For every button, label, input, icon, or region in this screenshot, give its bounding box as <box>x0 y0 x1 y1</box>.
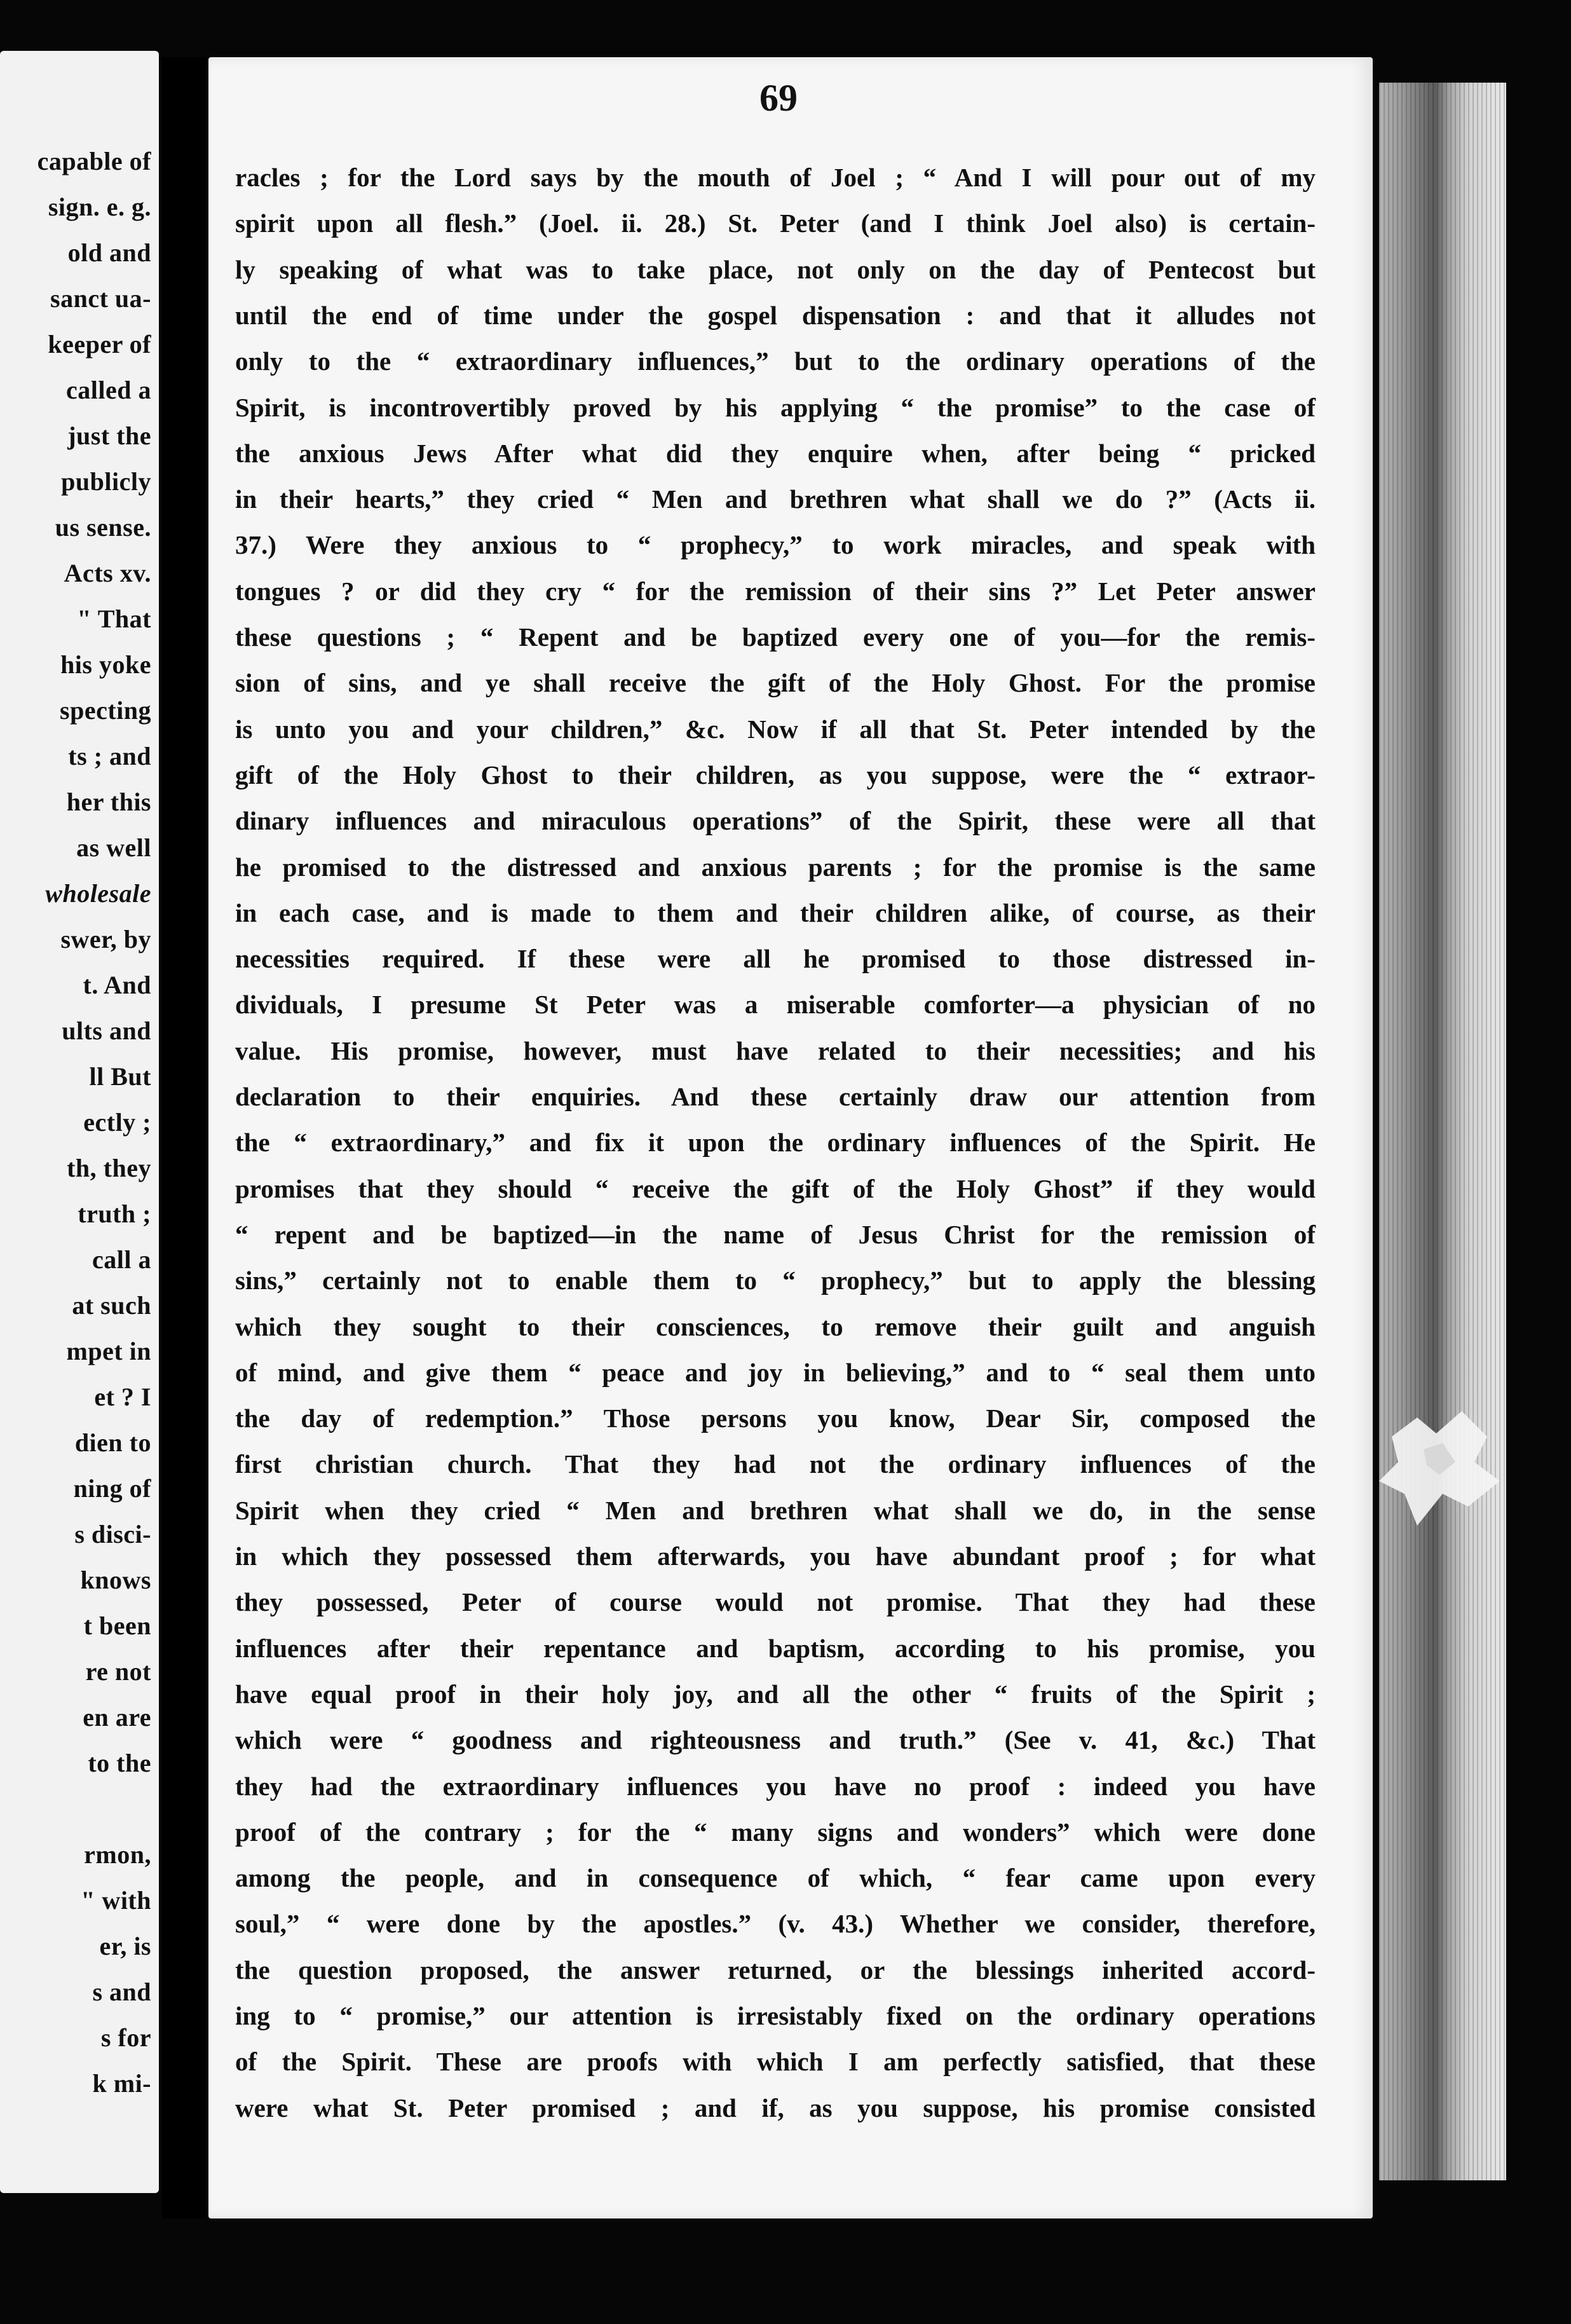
left-page-line: call a <box>92 1245 151 1274</box>
text-line: is unto you and your children,” &c. Now if all that St. Peter intended by the <box>235 714 1316 744</box>
left-page <box>0 51 159 2193</box>
text-line: ly speaking of what was to take place, not only on the day of Pentecost but <box>235 254 1316 284</box>
text-line: ing to “ promise,” our attention is irresistably fixed on the ordinary operations <box>235 2001 1316 2030</box>
text-line: sins,” certainly not to enable them to “ prophecy,” but to apply the blessing <box>235 1266 1316 1295</box>
text-line: necessities required. If these were all he promised to those distressed in- <box>235 944 1316 974</box>
text-line: declaration to their enquiries. And these certainly draw our attention from <box>235 1082 1316 1111</box>
left-page-line: capable of <box>37 147 151 175</box>
text-line: sion of sins, and ye shall receive the gift of the Holy Ghost. For the promise <box>235 668 1316 698</box>
text-line: in each case, and is made to them and their children alike, of course, as their <box>235 898 1316 927</box>
text-line: which they sought to their consciences, to remove their guilt and anguish <box>235 1311 1316 1341</box>
left-page-line: swer, by <box>60 925 151 954</box>
text-line: influences after their repentance and baptism, according to his promise, you <box>235 1633 1316 1663</box>
left-page-line: Acts xv. <box>64 559 151 587</box>
left-page-line: wholesale <box>45 879 151 908</box>
left-page-line: sign. e. g. <box>48 193 151 221</box>
text-line: dinary influences and miraculous operations” of the Spirit, these were all that <box>235 806 1316 836</box>
text-line: dividuals, I presume St Peter was a miserable comforter—a physician of no <box>235 990 1316 1020</box>
left-page-line: us sense. <box>55 513 151 542</box>
text-line: 37.) Were they anxious to “ prophecy,” to work miracles, and speak with <box>235 530 1316 560</box>
text-line: which were “ goodness and righteousness and truth.” (See v. 41, &c.) That <box>235 1725 1316 1755</box>
text-line: until the end of time under the gospel dispensation : and that it alludes not <box>235 300 1316 330</box>
left-page-line: to the <box>88 1749 151 1777</box>
text-line: the “ extraordinary,” and fix it upon the ordinary influences of the Spirit. He <box>235 1128 1316 1158</box>
text-line: soul,” “ were done by the apostles.” (v. 43.) Whether we consider, therefore, <box>235 1909 1316 1939</box>
text-line: in their hearts,” they cried “ Men and brethren what shall we do ?” (Acts ii. <box>235 484 1316 514</box>
page-number: 69 <box>759 77 798 119</box>
left-page-line: s disci- <box>74 1520 151 1548</box>
left-page-line: at such <box>72 1291 151 1320</box>
left-page-line: t been <box>83 1611 151 1640</box>
left-page-line: re not <box>85 1657 151 1686</box>
left-page-line: rmon, <box>84 1840 151 1869</box>
left-page-line: as well <box>76 833 151 862</box>
text-line: these questions ; “ Repent and be baptized every one of you—for the remis- <box>235 622 1316 652</box>
text-line: in which they possessed them afterwards, you have abundant proof ; for what <box>235 1541 1316 1571</box>
left-page-line: ts ; and <box>68 742 151 770</box>
left-page-line: en are <box>83 1703 151 1732</box>
text-line: of mind, and give them “ peace and joy in believing,” and to “ seal them unto <box>235 1357 1316 1387</box>
left-page-line: dien to <box>74 1428 151 1457</box>
text-line: tongues ? or did they cry “ for the remission of their sins ?” Let Peter answer <box>235 576 1316 606</box>
page-edges <box>1379 83 1506 2180</box>
left-page-line: k mi- <box>92 2069 151 2098</box>
left-page-line: th, they <box>67 1154 151 1182</box>
left-page-line: t. And <box>83 971 151 999</box>
text-line: racles ; for the Lord says by the mouth of Joel ; “ And I will pour out of my <box>235 163 1316 192</box>
text-line: the question proposed, the answer returned, or the blessings inherited accord- <box>235 1955 1316 1985</box>
gutter-shadow <box>162 57 207 2218</box>
left-page-line: keeper of <box>48 330 151 359</box>
left-page-line: called a <box>66 376 151 404</box>
left-page-line: her this <box>66 788 151 816</box>
text-line: the anxious Jews After what did they enquire when, after being “ pricked <box>235 438 1316 468</box>
left-page-line: er, is <box>99 1932 151 1960</box>
left-page-line: " That <box>77 605 151 633</box>
text-line: have equal proof in their holy joy, and all the other “ fruits of the Spirit ; <box>235 1679 1316 1709</box>
text-line: only to the “ extraordinary influences,” but to the ordinary operations of the <box>235 346 1316 376</box>
left-page-line: knows <box>80 1566 151 1594</box>
text-line: promises that they should “ receive the gift of the Holy Ghost” if they would <box>235 1173 1316 1203</box>
text-line: gift of the Holy Ghost to their children, as you suppose, were the “ extraor- <box>235 760 1316 789</box>
text-line: among the people, and in consequence of which, “ fear came upon every <box>235 1863 1316 1893</box>
text-line: they possessed, Peter of course would not promise. That they had these <box>235 1587 1316 1617</box>
text-line: the day of redemption.” Those persons you know, Dear Sir, composed the <box>235 1404 1316 1433</box>
left-page-line: mpet in <box>66 1337 151 1365</box>
text-line: were what St. Peter promised ; and if, as you suppose, his promise consisted <box>235 2093 1316 2122</box>
left-page-line: ning of <box>73 1474 151 1503</box>
text-line: Spirit, is incontrovertibly proved by his applying “ the promise” to the case of <box>235 392 1316 422</box>
left-page-line: ults and <box>62 1016 151 1045</box>
left-page-line: et ? I <box>94 1383 151 1411</box>
left-page-line: ll But <box>89 1062 151 1091</box>
left-page-line: s and <box>92 1978 151 2006</box>
left-page-line: s for <box>100 2023 151 2052</box>
text-line: they had the extraordinary influences you have no proof : indeed you have <box>235 1771 1316 1801</box>
text-line: value. His promise, however, must have related to their necessities; and his <box>235 1036 1316 1065</box>
left-page-line: just the <box>67 421 151 450</box>
left-page-line: ectly ; <box>83 1108 151 1137</box>
text-line: Spirit when they cried “ Men and brethren what shall we do, in the sense <box>235 1495 1316 1525</box>
left-page-line: sanct ua- <box>50 284 151 313</box>
paper-damage-mark <box>1366 1398 1513 1545</box>
text-line: spirit upon all flesh.” (Joel. ii. 28.) St. Peter (and I think Joel also) is certain- <box>235 208 1316 238</box>
text-line: “ repent and be baptized—in the name of Jesus Christ for the remission of <box>235 1219 1316 1249</box>
text-line: first christian church. That they had not the ordinary influences of the <box>235 1449 1316 1479</box>
left-page-line: specting <box>60 696 151 725</box>
left-page-line: " with <box>81 1886 151 1915</box>
left-page-line: truth ; <box>78 1200 151 1228</box>
left-page-line: old and <box>67 238 151 267</box>
text-line: he promised to the distressed and anxious parents ; for the promise is the same <box>235 852 1316 882</box>
left-page-line: his yoke <box>60 650 151 679</box>
text-line: of the Spirit. These are proofs with which I am perfectly satisfied, that these <box>235 2047 1316 2077</box>
left-page-line: publicly <box>61 467 151 496</box>
text-line: proof of the contrary ; for the “ many signs and wonders” which were done <box>235 1817 1316 1847</box>
